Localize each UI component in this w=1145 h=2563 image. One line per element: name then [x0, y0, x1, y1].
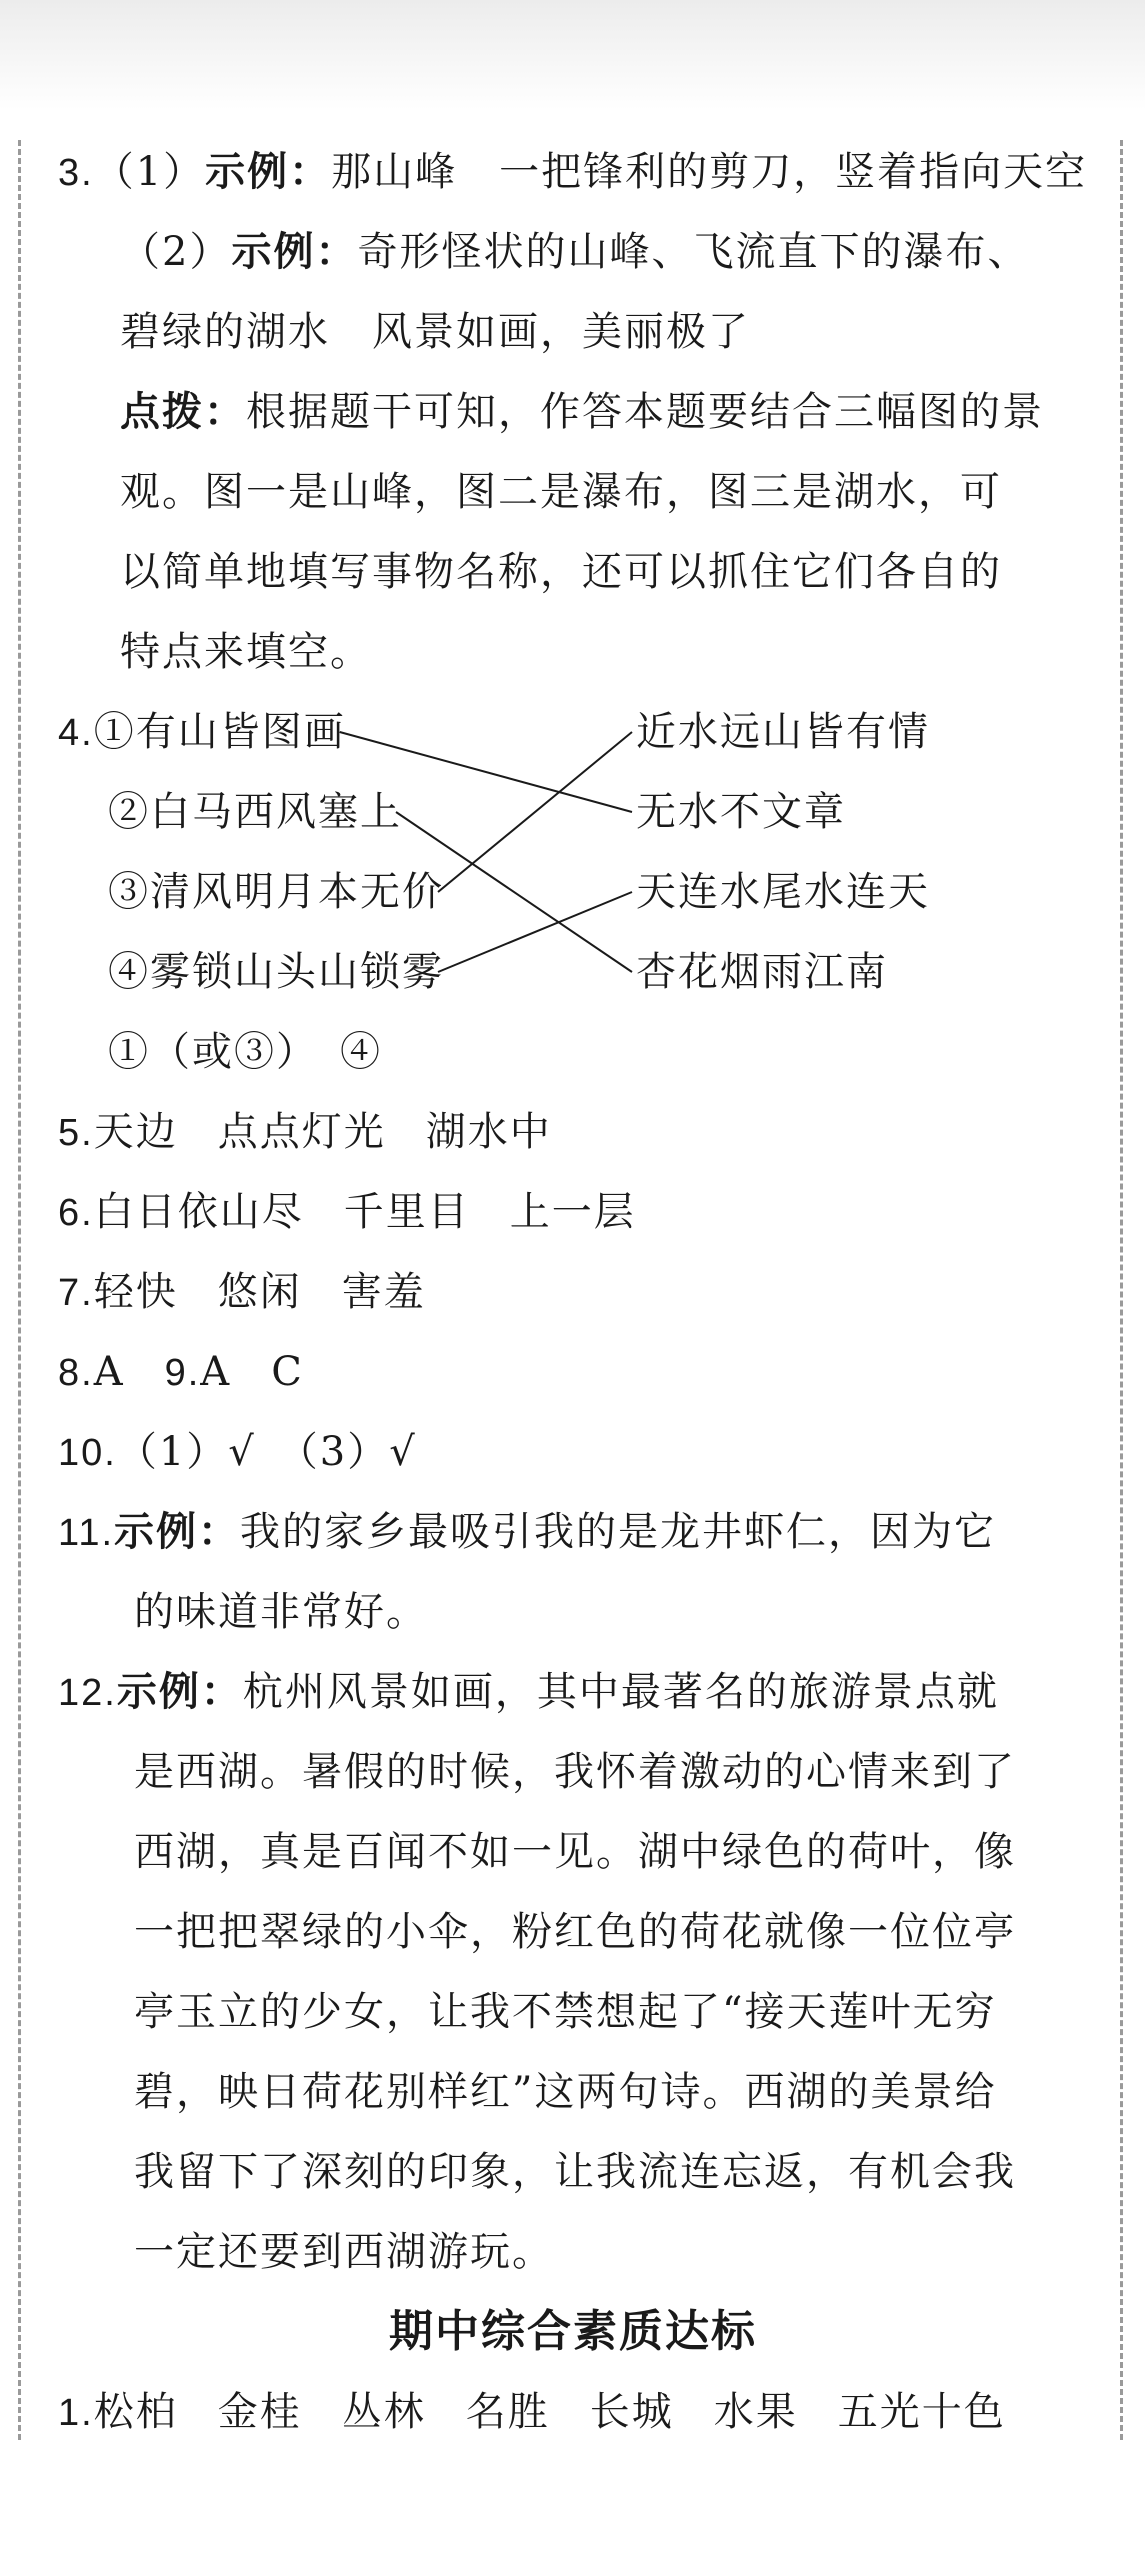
answer-text: C: [271, 1349, 304, 1395]
right-item-text: 无水不文章: [636, 789, 846, 835]
answer-text: 的味道非常好。: [134, 1589, 428, 1635]
q4-matching: [58, 692, 1088, 1012]
part-tag: （2）: [120, 229, 232, 275]
answer-text: 那山峰 一把锋利的剪刀，竖着指向天空: [331, 149, 1088, 195]
answer-text: 一定还要到西湖游玩。: [134, 2229, 554, 2275]
q12-line: [58, 1812, 1088, 1892]
answer-text: 是西湖。暑假的时候，我怀着激动的心情来到了: [134, 1749, 1016, 1795]
answer-text: 湖水中: [425, 1109, 552, 1155]
answer-text: 害羞: [341, 1269, 426, 1315]
q12-line: [58, 1972, 1088, 2052]
q3-hint-line: [58, 452, 1088, 532]
right-item-text: 天连水尾水连天: [636, 869, 930, 915]
answer-text: 碧绿的湖水 风景如画，美丽极了: [120, 309, 750, 355]
q3-hint-line: [58, 532, 1088, 612]
q11-cont: [58, 1572, 1088, 1652]
hint-text: 观。图一是山峰，图二是瀑布，图三是湖水，可: [120, 469, 1002, 515]
q11: [58, 1492, 1088, 1572]
answer-text: 我的家乡最吸引我的是龙井虾仁，因为它: [240, 1509, 997, 1555]
answer-text: 奇形怪状的山峰、飞流直下的瀑布、: [357, 229, 1030, 275]
answer-text: 亭玉立的少女，让我不禁想起了“接天莲叶无穷: [134, 1989, 997, 2035]
answer-text: 上一层: [509, 1189, 636, 1235]
question-number: 9.: [164, 1352, 201, 1394]
connection-line: [438, 892, 632, 972]
answer-text: 天边: [93, 1109, 178, 1155]
answer-text: 丛林: [341, 2389, 426, 2435]
right-item-text: 杏花烟雨江南: [636, 949, 888, 995]
section-title: 期中综合素质达标: [389, 2307, 757, 2356]
answer-text: 杭州风景如画，其中最著名的旅游景点就: [242, 1669, 999, 1715]
answer-text: 五光十色: [837, 2389, 1006, 2435]
q6: [58, 1172, 1088, 1252]
question-number: 4.: [58, 712, 94, 754]
left-item-text: ④雾锁山头山锁雾: [108, 949, 444, 995]
answer-text: 水果: [713, 2389, 798, 2435]
question-number: 8.: [58, 1352, 94, 1394]
q12-line: [58, 1732, 1088, 1812]
answer-text: 松柏: [93, 2389, 178, 2435]
question-number: 12.: [58, 1672, 117, 1714]
hint-text: 特点来填空。: [120, 629, 372, 675]
question-number: 3.: [58, 152, 94, 194]
hint-text: 以简单地填写事物名称，还可以抓住它们各自的: [120, 549, 1002, 595]
connection-line: [438, 732, 632, 892]
part-tag: （1）: [93, 149, 206, 195]
answer-text: （1）√ （3）√: [116, 1429, 417, 1475]
answer-text: A: [200, 1349, 232, 1395]
q12-line: [58, 2212, 1088, 2292]
right-dashed-border: [1120, 140, 1123, 2440]
answer-text: 名胜: [465, 2389, 550, 2435]
left-item-text: ①有山皆图画: [93, 709, 346, 755]
left-item-text: ③清风明月本无价: [108, 869, 444, 915]
q3-part2-cont: [58, 292, 1088, 372]
q12-line: [58, 2052, 1088, 2132]
answer-text: 西湖，真是百闻不如一见。湖中绿色的荷叶，像: [134, 1829, 1016, 1875]
question-number: 5.: [58, 1112, 94, 1154]
answer-text: 碧，映日荷花别样红”这两句诗。西湖的美景给: [134, 2069, 997, 2115]
left-item-text: ②白马西风塞上: [108, 789, 402, 835]
answer-text: 金桂: [217, 2389, 302, 2435]
answer-text: 悠闲: [217, 1269, 302, 1315]
q10: [58, 1412, 1088, 1492]
q3-part2: [58, 212, 1088, 292]
question-number: 1.: [58, 2392, 94, 2434]
q3-part1: [58, 132, 1088, 212]
question-number: 7.: [58, 1272, 94, 1314]
example-label: 示例：: [231, 230, 358, 274]
connection-line: [396, 812, 632, 972]
answer-text: 轻快: [93, 1269, 178, 1315]
question-number: 6.: [58, 1192, 94, 1234]
q5: [58, 1092, 1088, 1172]
answer-text: 我留下了深刻的印象，让我流连忘返，有机会我: [134, 2149, 1016, 2195]
answer-text: A: [93, 1349, 125, 1395]
hint-text: 根据题干可知，作答本题要结合三幅图的景: [246, 389, 1044, 435]
q7: [58, 1252, 1088, 1332]
q4-connection-lines: [58, 692, 1088, 1012]
answer-text: 白日依山尽: [93, 1189, 304, 1235]
answer-content: [58, 132, 1088, 2452]
q8-q9: [58, 1332, 1088, 1412]
q3-hint-line: [58, 612, 1088, 692]
q12: [58, 1652, 1088, 1732]
q12-line: [58, 1892, 1088, 1972]
answer-text: 点点灯光: [217, 1109, 386, 1155]
hint-label: 点拨：: [120, 390, 246, 434]
example-label: 示例：: [116, 1670, 243, 1714]
top-shadow-band: [0, 0, 1145, 110]
q4-answer: [58, 1012, 1088, 1092]
question-number: 10.: [58, 1432, 117, 1474]
question-number: 11.: [58, 1512, 115, 1554]
example-label: 示例：: [205, 150, 332, 194]
s1: [58, 2372, 1088, 2452]
answer-text: ①（或③） ④: [108, 1029, 382, 1075]
left-dashed-border: [18, 140, 21, 2440]
q3-hint: [58, 372, 1088, 452]
right-item-text: 近水远山皆有情: [636, 709, 930, 755]
answer-text: 千里目: [343, 1189, 470, 1235]
section-title-row: [58, 2292, 1088, 2372]
connection-line: [340, 732, 632, 812]
answer-text: 长城: [589, 2389, 674, 2435]
answer-text: 一把把翠绿的小伞，粉红色的荷花就像一位位亭: [134, 1909, 1016, 1955]
example-label: 示例：: [114, 1510, 241, 1554]
q12-line: [58, 2132, 1088, 2212]
